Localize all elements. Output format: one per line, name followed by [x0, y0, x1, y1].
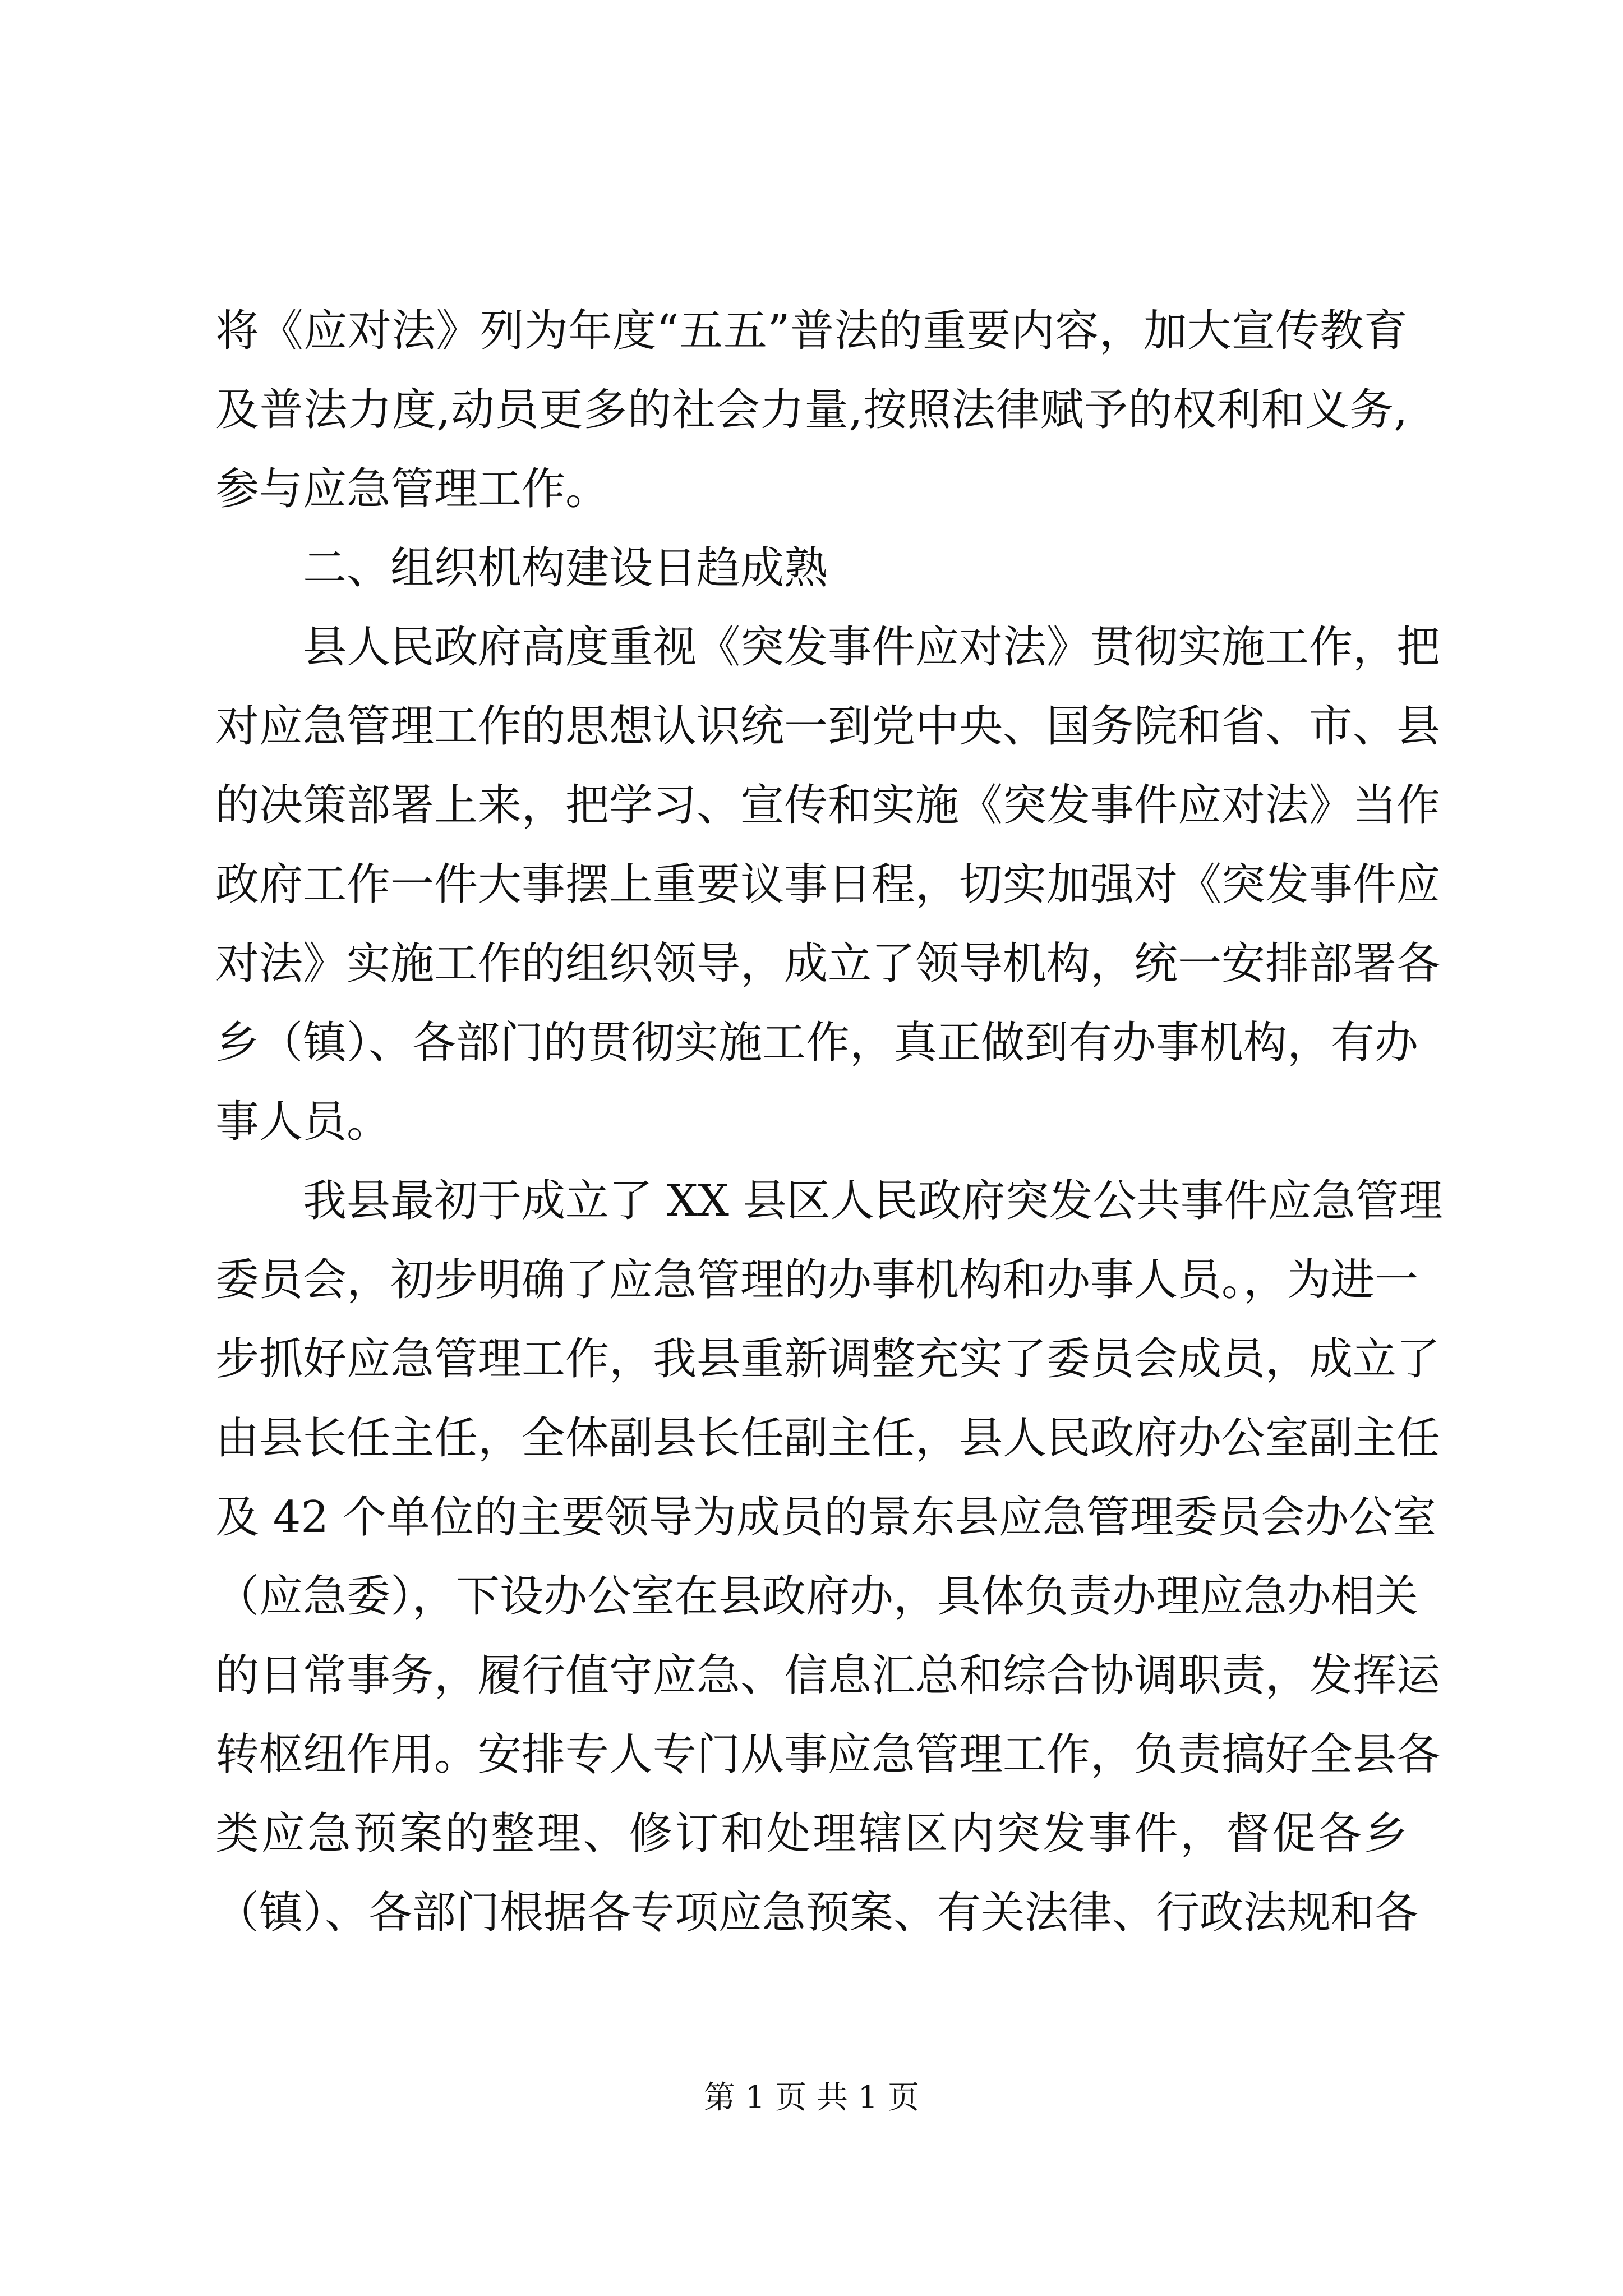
text-line: 由县长任主任，全体副县长任副主任，县人民政府办公室副主任: [215, 1413, 1441, 1464]
text-line: 类应急预案的整理、修订和处理辖区内突发事件，督促各乡: [215, 1809, 1408, 1859]
paragraph: [215, 608, 1441, 1162]
text-line: 事人员。: [215, 1097, 391, 1147]
paragraph: [215, 292, 1408, 529]
text-line: 转枢纽作用。安排专人专门从事应急管理工作，负责搞好全县各: [215, 1729, 1441, 1780]
paragraph: [215, 1162, 1443, 1953]
text-line: （镇）、各部门根据各专项应急预案、有关法律、行政法规和各: [215, 1888, 1419, 1938]
text-line: 县人民政府高度重视《突发事件应对法》贯彻实施工作，把: [303, 622, 1441, 673]
text-line: 委员会，初步明确了应急管理的办事机构和办事人员。，为进一: [215, 1255, 1419, 1305]
text-line: 政府工作一件大事摆上重要议事日程，切实加强对《突发事件应: [215, 859, 1441, 910]
text-line: 对应急管理工作的思想认识统一到党中央、国务院和省、市、县: [215, 701, 1441, 752]
text-line: 及普法力度,动员更多的社会力量,按照法律赋予的权利和义务,: [215, 385, 1408, 435]
page-footer: 第 1 页 共 1 页: [703, 2079, 920, 2116]
text-line: 参与应急管理工作。: [215, 464, 610, 514]
text-line: 将《应对法》列为年度“五五”普法的重要内容，加大宣传教育: [215, 306, 1408, 356]
text-line: 及 42 个单位的主要领导为成员的景东县应急管理委员会办公室: [215, 1492, 1436, 1543]
text-line: （应急委），下设办公室在县政府办，具体负责办理应急办相关: [215, 1571, 1419, 1622]
text-line: 的日常事务，履行值守应急、信息汇总和综合协调职责，发挥运: [215, 1650, 1441, 1701]
section-heading: 二、组织机构建设日趋成熟: [303, 543, 828, 593]
text-line: 步抓好应急管理工作，我县重新调整充实了委员会成员，成立了: [215, 1334, 1441, 1384]
text-line: 我县最初于成立了 XX 县区人民政府突发公共事件应急管理: [303, 1176, 1443, 1226]
text-line: 对法》实施工作的组织领导，成立了领导机构，统一安排部署各: [215, 938, 1441, 989]
document-body: [215, 292, 1443, 1953]
text-line: 的决策部署上来，把学习、宣传和实施《突发事件应对法》当作: [215, 780, 1441, 831]
text-line: 乡（镇）、各部门的贯彻实施工作，真正做到有办事机构，有办: [215, 1018, 1419, 1068]
